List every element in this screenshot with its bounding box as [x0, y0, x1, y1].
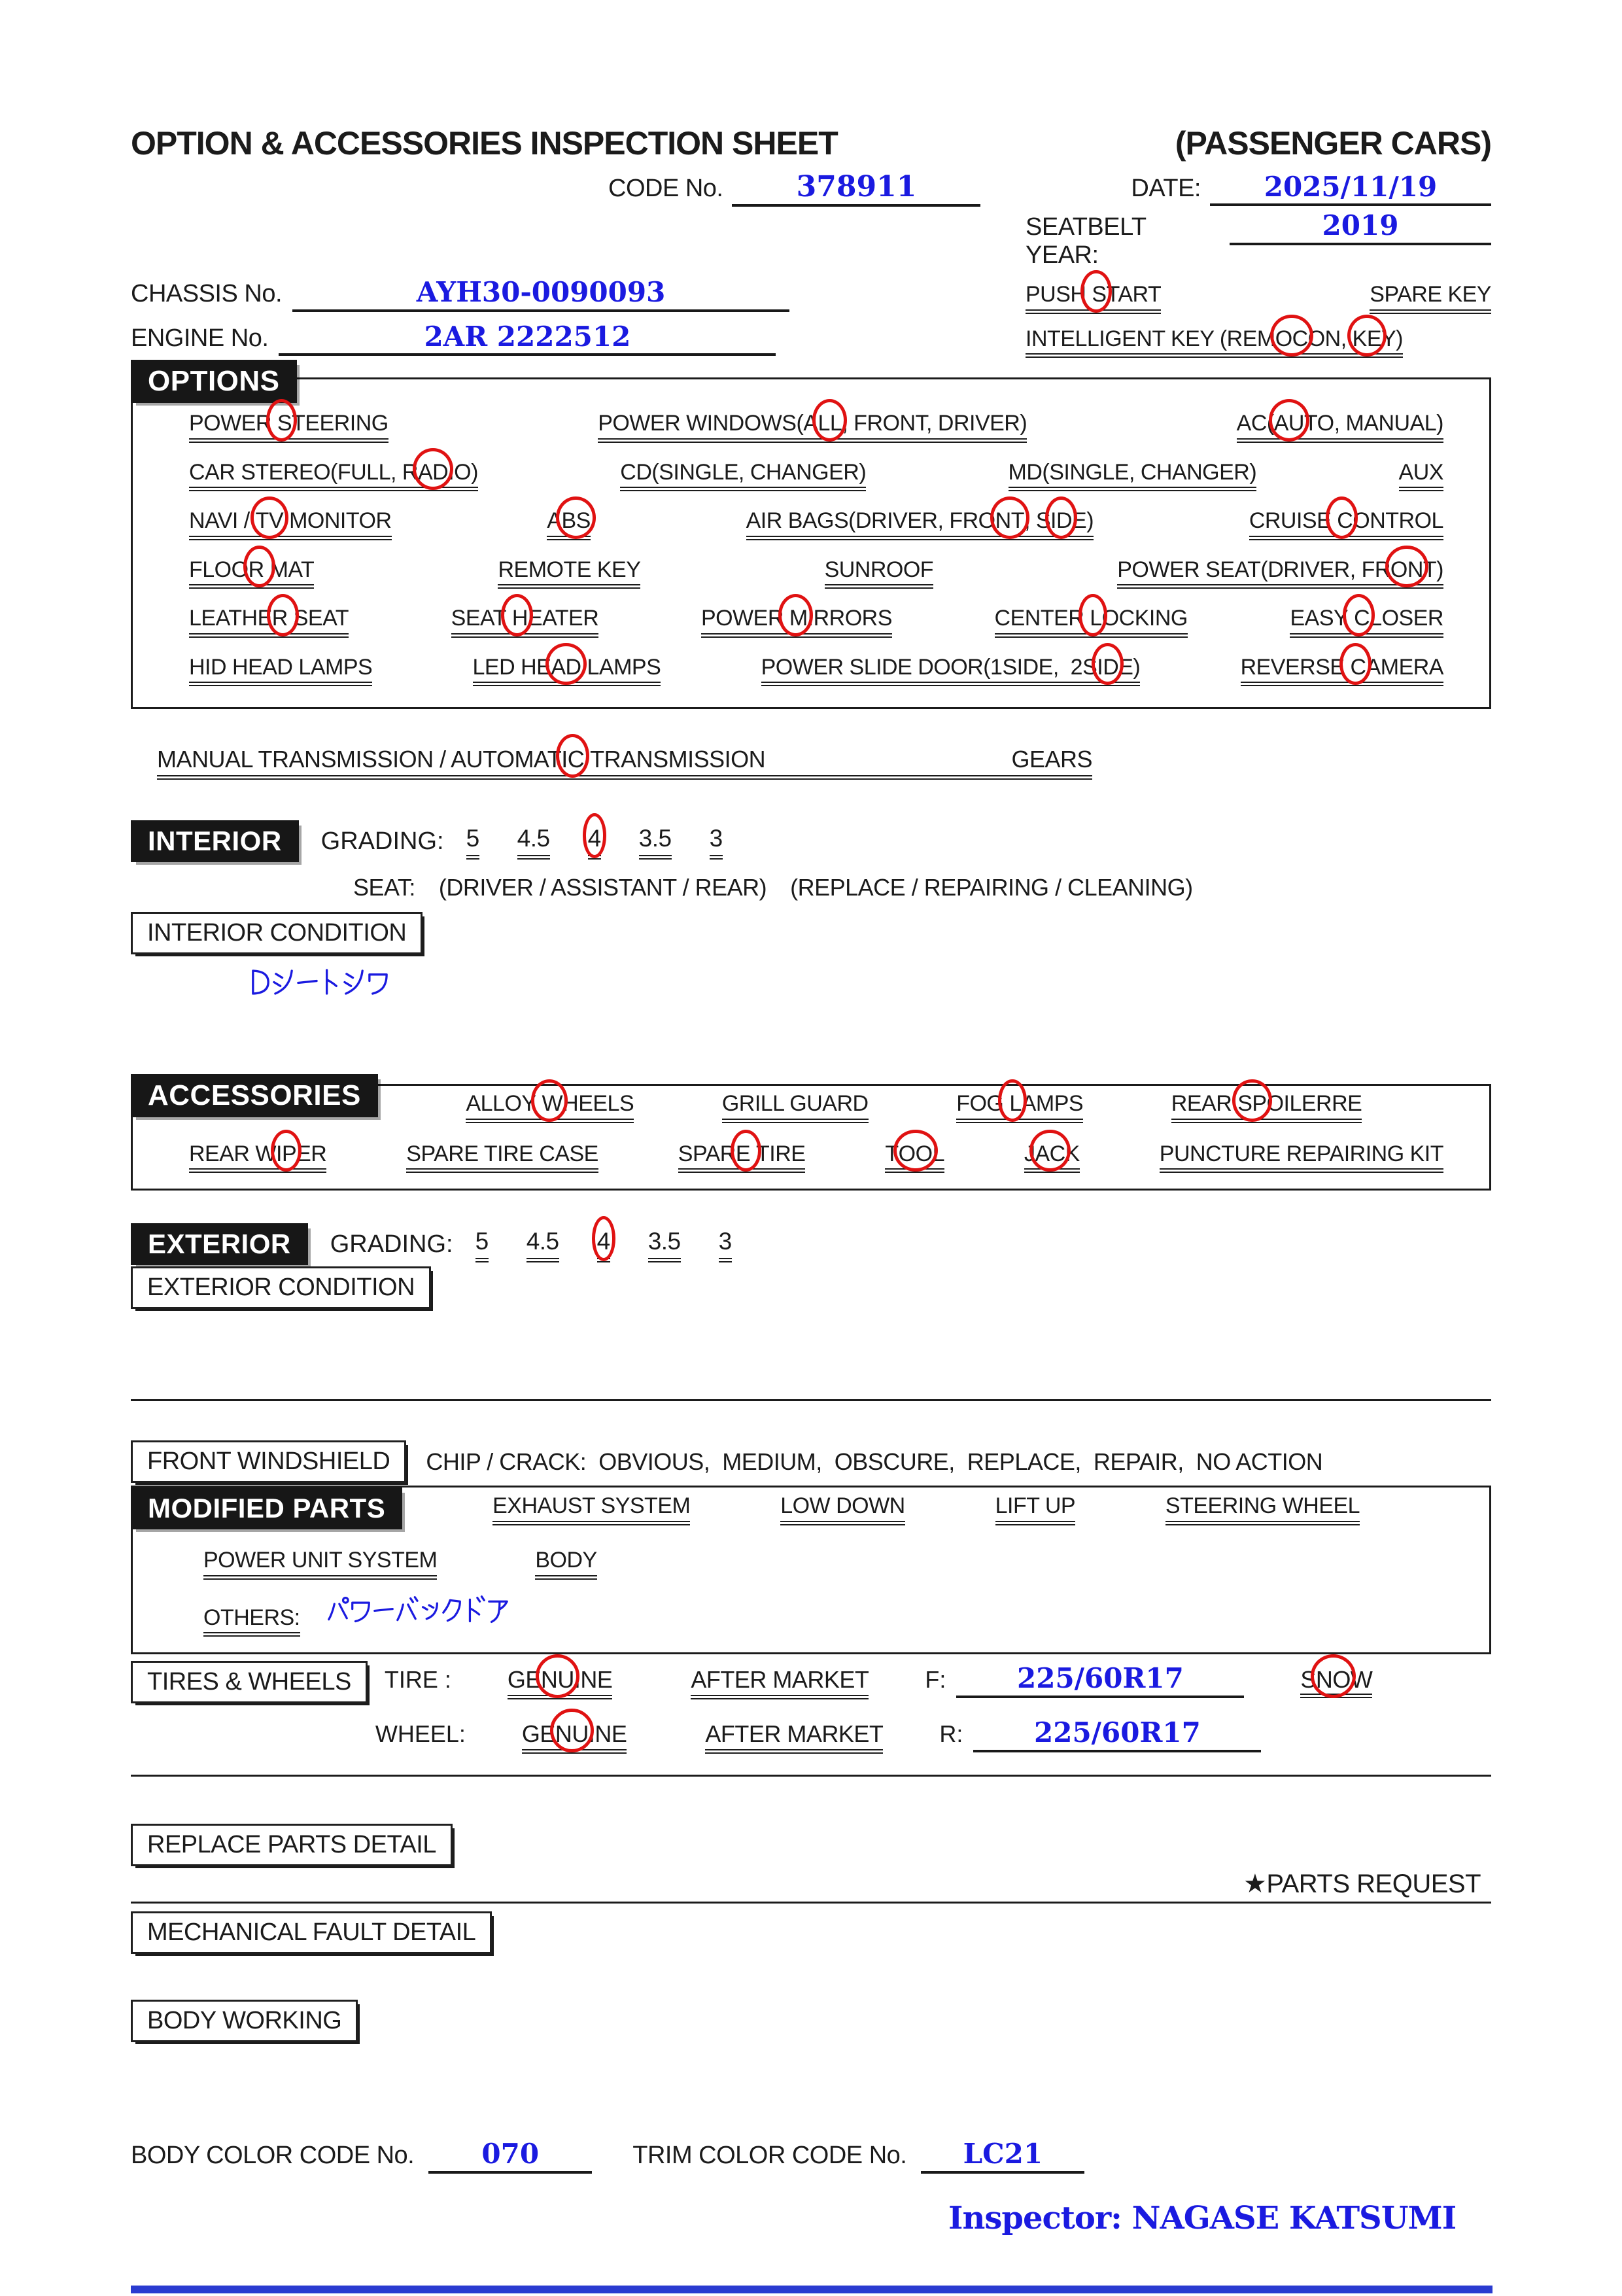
chassis-group: [131, 277, 789, 311]
form-field-label: NAVI / TV MONITOR: [189, 507, 392, 540]
red-circle-annotation: C: [1331, 507, 1353, 535]
options-row-1: [189, 409, 1443, 443]
form-field-label: 4.5: [517, 824, 550, 859]
page-subtitle: (PASSENGER CARS): [1175, 125, 1491, 162]
form-field-label: CD(SINGLE, CHANGER): [620, 459, 866, 492]
form-field-label: AC(AUTO, MANUAL): [1237, 409, 1443, 443]
seatbelt-label: SEATBELT YEAR:: [1026, 213, 1146, 270]
accessories-header: ACCESSORIES: [131, 1074, 378, 1117]
exterior-grading-section: [131, 1223, 1491, 1265]
engine-group: [131, 322, 776, 356]
form-field-label: LED HEAD LAMPS: [473, 653, 661, 687]
front-label: F:: [925, 1666, 946, 1694]
interior-grading-section: [131, 820, 1491, 862]
front-size-group: [925, 1663, 1244, 1697]
red-circle-annotation: IP: [276, 1140, 296, 1168]
push-start-spare-key-row: [1026, 281, 1491, 314]
handwriting-power-back-door: [326, 1595, 509, 1625]
interior-grades: [466, 824, 723, 859]
form-field-label: AUX: [1399, 459, 1443, 492]
red-circle-annotation: LL: [818, 409, 842, 438]
form-field-label: MD(SINGLE, CHANGER): [1009, 459, 1257, 492]
chassis-label: CHASSIS No.: [131, 280, 283, 308]
seat-label: SEAT:: [353, 874, 415, 901]
chassis-keys-row: [131, 277, 1491, 314]
red-circle-annotation: NO: [1315, 1666, 1351, 1694]
red-circle-annotation: C: [1348, 604, 1370, 633]
gears-label: GEARS: [1011, 746, 1092, 773]
interior-condition-label: INTERIOR CONDITION: [131, 912, 423, 954]
form-field-label: LEATHER SEAT: [189, 604, 349, 638]
bottom-blue-bar: [131, 2286, 1493, 2293]
parts-request-label: ★PARTS REQUEST: [1243, 1870, 1481, 1899]
form-field-label: POWER MIRRORS: [701, 604, 892, 638]
others-handwritten-note: [326, 1595, 509, 1625]
red-circle-annotation: AD: [418, 459, 448, 487]
form-field-label: STEERING WHEEL: [1165, 1492, 1360, 1525]
red-circle-annotation: NU: [540, 1666, 574, 1694]
red-circle-annotation: 4: [588, 824, 601, 854]
form-field-label: JACK: [1024, 1140, 1080, 1174]
form-field-label: PUNCTURE REPAIRING KIT: [1160, 1140, 1443, 1174]
options-row-6: [189, 653, 1443, 687]
interior-condition-handwritten-note: [249, 967, 390, 997]
form-field-label: MANUAL TRANSMISSION / AUTOMATIC TRANSMISSION: [157, 746, 766, 773]
exterior-grading-label: GRADING:: [330, 1230, 453, 1258]
rear-tire-size: 225/60R17: [973, 1718, 1261, 1752]
form-field-label: GENUINE: [522, 1719, 627, 1754]
tire-origin-items: [508, 1665, 869, 1699]
red-circle-annotation: R: [249, 556, 270, 584]
form-field-label: POWER STEERING: [189, 409, 388, 443]
options-row-3: [189, 507, 1443, 540]
form-field-label: CENTER LOCKING: [995, 604, 1188, 638]
form-field-label: GENUINE: [508, 1665, 613, 1699]
form-field-label: 3.5: [648, 1226, 681, 1262]
modified-parts-header: MODIFIED PARTS: [131, 1487, 402, 1529]
chassis-value: AYH30-0090093: [292, 277, 789, 311]
exterior-header: EXTERIOR: [131, 1223, 308, 1265]
form-field-label: SUNROOF: [825, 556, 934, 589]
front-windshield-label: FRONT WINDSHIELD: [131, 1440, 406, 1483]
accessories-section: [131, 1079, 1491, 1191]
modified-parts-row-1: [133, 1487, 1450, 1529]
form-field-label: 3: [719, 1226, 732, 1262]
red-circle-annotation: AU: [1274, 409, 1304, 438]
wheel-origin-items: [522, 1719, 884, 1754]
form-field-label: AIR BAGS(DRIVER, FRONT, SIDE): [746, 507, 1094, 540]
red-circle-annotation: C: [1345, 653, 1366, 682]
code-group: [608, 171, 1026, 207]
inspector-signature: Inspector: NAGASE KATSUMI: [948, 2199, 1457, 2236]
form-field-label: LOW DOWN: [780, 1492, 905, 1525]
transmission-label: [157, 744, 765, 774]
body-color-label: BODY COLOR CODE No.: [131, 2142, 415, 2170]
form-field-label: 5: [475, 1226, 489, 1262]
title-row: [131, 124, 1491, 162]
rear-size-group: [939, 1718, 1261, 1752]
engine-label: ENGINE No.: [131, 324, 269, 352]
body-color-value: 070: [428, 2139, 592, 2173]
accessories-items-1: [378, 1090, 1450, 1123]
red-circle-annotation: S: [1086, 281, 1106, 309]
red-circle-annotation: ID: [1050, 507, 1072, 535]
code-date-row: [131, 171, 1491, 207]
form-field-label: 3: [710, 824, 723, 859]
form-field-label: 4.5: [526, 1226, 559, 1262]
form-field-label: SEAT HEATER: [451, 604, 599, 638]
options-row-2: [189, 459, 1443, 492]
modified-parts-section: [131, 1486, 1491, 1654]
red-circle-annotation: R: [272, 604, 294, 633]
red-circle-annotation: H: [506, 604, 528, 633]
mechanical-fault-detail-label: MECHANICAL FAULT DETAIL: [131, 1911, 492, 1954]
seat-row: [353, 874, 1491, 901]
red-circle-annotation: M: [784, 604, 808, 633]
modified-parts-items-2: [203, 1546, 1450, 1580]
seat-positions: (DRIVER / ASSISTANT / REAR): [438, 874, 767, 901]
red-circle-annotation: SP: [1237, 1090, 1266, 1118]
accessories-items-2: [189, 1140, 1450, 1174]
form-field-label: EXHAUST SYSTEM: [492, 1492, 690, 1525]
red-circle-annotation: W: [536, 1090, 563, 1118]
page-title: OPTION & ACCESSORIES INSPECTION SHEET: [131, 125, 838, 162]
form-field-label: POWER SLIDE DOOR(1SIDE, 2SIDE): [761, 653, 1141, 687]
others-label: OTHERS:: [203, 1604, 300, 1637]
accessories-row-1: [133, 1079, 1450, 1123]
form-field-label: FOG LAMPS: [956, 1090, 1083, 1123]
form-field-label: SPARE TIRE CASE: [406, 1140, 598, 1174]
front-windshield-row: [131, 1440, 1491, 1483]
red-circle-annotation: ON: [1390, 556, 1423, 584]
modified-parts-others-row: [203, 1595, 1450, 1637]
replace-parts-detail-label: REPLACE PARTS DETAIL: [131, 1824, 453, 1866]
form-field-label: BODY: [535, 1546, 596, 1580]
seatbelt-row: [131, 211, 1491, 270]
red-circle-annotation: IC: [561, 746, 585, 773]
form-field-label: LIFT UP: [995, 1492, 1075, 1525]
red-circle-annotation: NT: [995, 507, 1024, 535]
handwriting-d-seat-shiwa: [249, 967, 390, 997]
form-field-label: POWER SEAT(DRIVER, FRONT): [1117, 556, 1443, 589]
options-row-5: [189, 604, 1443, 638]
engine-keys-row: [131, 322, 1491, 358]
red-circle-annotation: 4: [597, 1226, 610, 1257]
form-field-label: CAR STEREO(FULL, RADIO): [189, 459, 478, 492]
exterior-condition-label: EXTERIOR CONDITION: [131, 1266, 431, 1309]
interior-grading-label: GRADING:: [320, 827, 444, 855]
red-circle-annotation: KE: [1353, 325, 1381, 353]
options-section: [131, 365, 1491, 709]
form-field-label: SNOW: [1300, 1666, 1372, 1698]
engine-value: 2AR 2222512: [279, 322, 776, 356]
tires-wheels-label: TIRES & WHEELS: [131, 1661, 368, 1703]
form-field-label: POWER WINDOWS(ALL, FRONT, DRIVER): [598, 409, 1027, 443]
red-circle-annotation: AC: [1035, 1140, 1065, 1168]
form-field-label: 3.5: [639, 824, 672, 859]
red-circle-annotation: OO: [899, 1140, 933, 1168]
tire-label: TIRE :: [384, 1666, 451, 1694]
form-field-label: TOOL: [885, 1140, 944, 1174]
exterior-condition-writing-area: [131, 1309, 1491, 1399]
interior-header: INTERIOR: [131, 820, 299, 862]
tire-row: [385, 1663, 1491, 1699]
form-field-label: REAR WIPER: [189, 1140, 326, 1174]
form-field-label: REAR SPOILERRE: [1171, 1090, 1362, 1123]
trim-color-label: TRIM COLOR CODE No.: [632, 2142, 907, 2170]
form-field-label: [597, 1226, 610, 1262]
red-circle-annotation: NU: [555, 1720, 589, 1748]
options-row-4: [189, 556, 1443, 589]
form-field-label: REVERSE CAMERA: [1241, 653, 1443, 687]
form-field-label: POWER UNIT SYSTEM: [203, 1546, 437, 1580]
modified-parts-items-1: [402, 1492, 1450, 1525]
red-circle-annotation: TV: [256, 507, 283, 535]
seatbelt-value: 2019: [1230, 211, 1491, 245]
form-field-label: ABS: [547, 507, 591, 540]
form-field-label: AFTER MARKET: [705, 1719, 883, 1754]
trim-color-value: LC21: [921, 2139, 1084, 2173]
form-field-label: SPARE KEY: [1370, 281, 1491, 314]
form-field-label: ALLOY WHEELS: [466, 1090, 634, 1123]
rear-label: R:: [939, 1720, 963, 1748]
chip-crack-options: CHIP / CRACK: OBVIOUS, MEDIUM, OBSCURE, REPLACE, REPAIR, NO ACTION: [426, 1448, 1323, 1475]
red-circle-annotation: OC: [1275, 325, 1308, 353]
form-field-label: HID HEAD LAMPS: [189, 653, 372, 687]
seat-actions: (REPLACE / REPAIRING / CLEANING): [790, 874, 1193, 901]
red-circle-annotation: E: [736, 1140, 756, 1168]
tires-wheels-section: [131, 1661, 1491, 1772]
form-field-label: SPARE TIRE: [678, 1140, 806, 1174]
exterior-grades: [475, 1226, 732, 1262]
date-label: DATE:: [1131, 175, 1201, 202]
form-field-label: AFTER MARKET: [691, 1665, 869, 1699]
red-circle-annotation: ID: [1097, 653, 1118, 682]
wheel-label: WHEEL:: [375, 1720, 466, 1748]
red-circle-annotation: AD: [551, 653, 581, 682]
transmission-row: [157, 744, 1092, 780]
code-value: 378911: [732, 171, 980, 207]
form-field-label: INTELLIGENT KEY (REMOCON, KEY): [1026, 325, 1403, 358]
options-header: OPTIONS: [131, 360, 297, 403]
form-field-label: REMOTE KEY: [498, 556, 640, 589]
tires-rows: [375, 1661, 1491, 1772]
red-circle-annotation: S: [271, 409, 292, 438]
front-tire-size: 225/60R17: [956, 1663, 1244, 1697]
wheel-row: [375, 1718, 1491, 1754]
body-working-label: BODY WORKING: [131, 2000, 358, 2042]
red-circle-annotation: L: [1084, 604, 1101, 633]
seatbelt-group: [1026, 211, 1491, 270]
intelligent-key-row: [1026, 325, 1491, 358]
form-field-label: FLOOR MAT: [189, 556, 314, 589]
form-field-label: EASY CLOSER: [1290, 604, 1443, 638]
form-field-label: CRUISE CONTROL: [1249, 507, 1443, 540]
divider-line: [131, 1399, 1491, 1401]
form-field-label: GRILL GUARD: [722, 1090, 869, 1123]
snow-item: [1300, 1665, 1372, 1694]
red-circle-annotation: L: [1003, 1090, 1021, 1118]
color-codes-row: [131, 2139, 1491, 2173]
date-group: [1026, 172, 1491, 206]
date-value: 2025/11/19: [1210, 172, 1491, 206]
form-field-label: 5: [466, 824, 479, 859]
form-field-label: PUSH START: [1026, 281, 1161, 314]
red-circle-annotation: BS: [561, 507, 590, 535]
form-field-label: [588, 824, 601, 859]
code-label: CODE No.: [608, 175, 723, 202]
